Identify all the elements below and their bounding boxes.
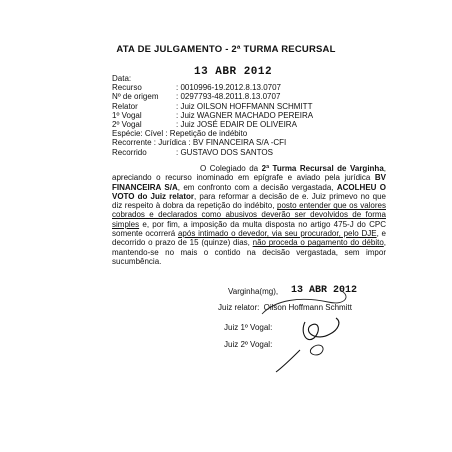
date-stamp: 13 ABR 2012 <box>194 66 273 78</box>
signature-vogal2: Juiz 2º Vogal: <box>224 340 273 349</box>
text-run: , para reformar a decisão de e. Juiz primevo no que diz respeito à dobra da repetição do indébito, <box>112 191 386 211</box>
signature-stroke-loop <box>310 345 323 355</box>
decision-phrase: ACOLHEU O VOTO do Juiz relator <box>112 182 387 201</box>
meta-row-vogal2 <box>112 120 313 129</box>
meta-value: : 0297793-48.2011.8.13.0707 <box>176 92 281 102</box>
text-run: e, por fim, a imposição da multa disposta no artigo 475-J do CPC somente ocorrerá <box>112 219 386 239</box>
meta-row-relator <box>112 102 313 111</box>
turma-name: 2ª Turma Recursal de Varginha <box>261 164 384 173</box>
meta-label: Data: <box>112 74 132 83</box>
meta-row-especie <box>112 129 313 138</box>
text-run: O Colegiado da <box>200 164 262 173</box>
meta-label: Relator <box>112 101 138 111</box>
meta-row-origem <box>112 92 313 101</box>
signature-city: Varginha(mg), <box>228 287 279 296</box>
recorrente-name: BV FINANCEIRA S/A <box>112 173 386 192</box>
meta-row-data <box>112 74 313 83</box>
judgment-text <box>112 164 386 266</box>
meta-value: Recorrente : Jurídica : BV FINANCEIRA S/A -CFI <box>112 138 287 148</box>
meta-value: Espécie: Cível : Repetição de indébito <box>112 129 248 139</box>
meta-value: : Juiz WAGNER MACHADO PEREIRA <box>176 110 314 120</box>
meta-label: Recorrido <box>112 147 147 157</box>
meta-row-vogal1 <box>112 111 313 120</box>
text-run: , mantendo-se no mais o contido na decisão vergastada, sem impor sucumbência. <box>112 238 387 266</box>
meta-value: : GUSTAVO DOS SANTOS <box>176 147 273 157</box>
meta-label: Recurso <box>112 83 142 93</box>
meta-value: : 0010996-19.2012.8.13.0707 <box>176 83 281 93</box>
meta-label: 2º Vogal <box>112 120 142 130</box>
signature-vogal1: Juiz 1º Vogal: <box>224 323 273 332</box>
underlined-text: não proceda o pagamento do débito <box>252 238 384 248</box>
text-run: , em confronto com a decisão vergastada, <box>177 182 337 192</box>
relator-label: Juiz relator: <box>218 303 260 312</box>
meta-value: : Juiz JOSÉ EDAIR DE OLIVEIRA <box>176 120 297 130</box>
meta-label: 1º Vogal <box>112 110 142 120</box>
case-metadata <box>112 74 313 157</box>
meta-row-recorrido <box>112 148 313 157</box>
relator-name: Oilson Hoffmann Schmitt <box>263 303 352 312</box>
text-run: , apreciando o recurso inominado em epígrafe e aviado pela jurídica <box>112 164 386 183</box>
judgment-paragraph <box>112 164 386 266</box>
signature-stroke-main <box>303 318 339 340</box>
signature-stroke-tail <box>276 350 300 372</box>
underlined-text: após intimado o devedor, via seu procurador, pelo DJE <box>177 229 377 239</box>
underlined-text: posto entender que os valores cobrados e declarados como abusivos deverão ser devolvidos de forma simples <box>112 201 386 229</box>
text-run: , e decorrido o prazo de 15 (quinze) dias, <box>112 229 387 248</box>
meta-row-recorrente <box>112 138 313 147</box>
meta-value: : Juiz OILSON HOFFMANN SCHMITT <box>176 101 313 111</box>
meta-row-recurso <box>112 83 313 92</box>
signature-date-stamp: 13 ABR 2012 <box>291 285 358 296</box>
meta-label: Nº de origem <box>112 92 159 102</box>
signature-relator <box>218 303 352 312</box>
document-title: ATA DE JULGAMENTO - 2ª TURMA RECURSAL <box>116 44 336 55</box>
